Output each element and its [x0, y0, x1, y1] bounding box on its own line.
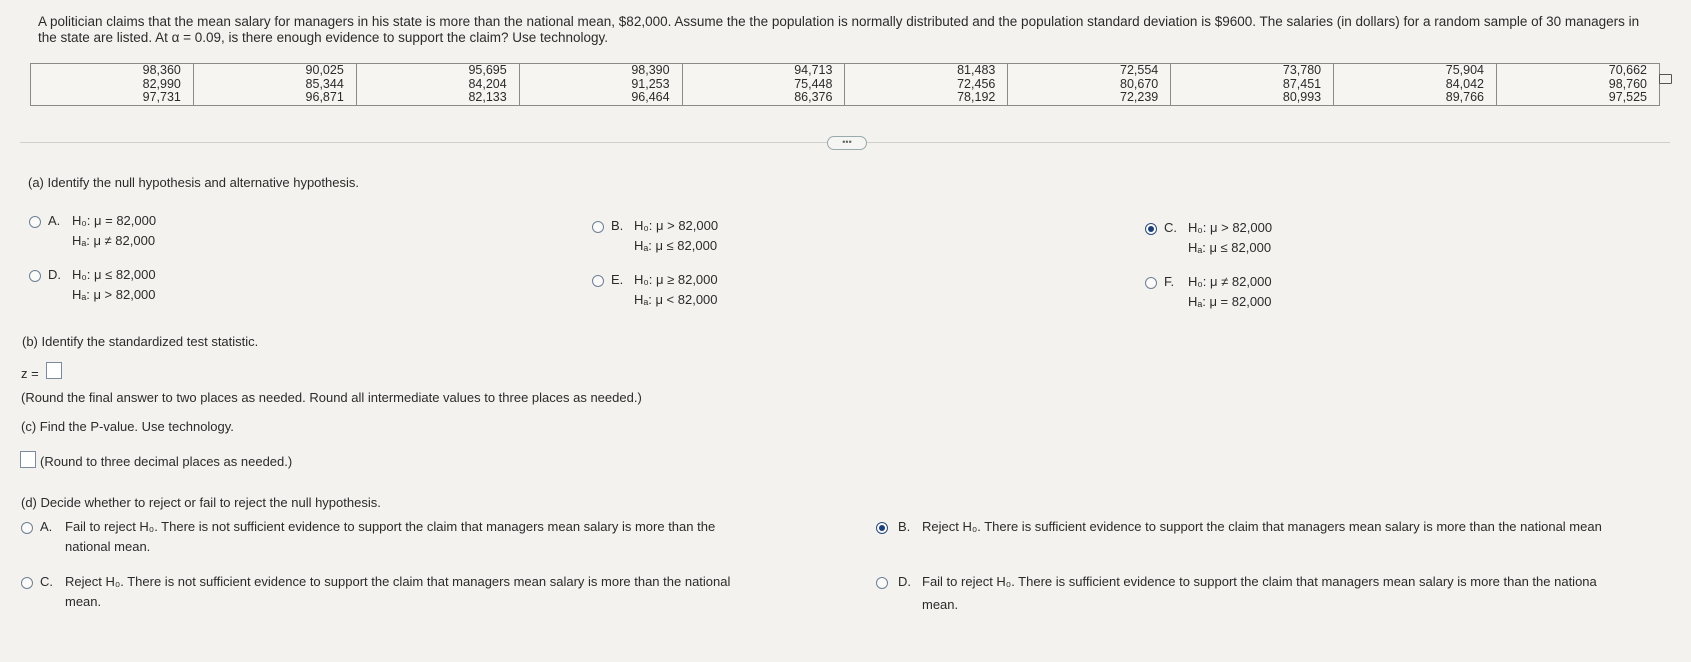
a-option-a-ha: Hₐ: μ ≠ 82,000 — [72, 233, 156, 248]
table-cell: 98,760 — [1497, 78, 1660, 92]
a-option-e-ha: Hₐ: μ < 82,000 — [634, 292, 718, 307]
z-input[interactable] — [46, 362, 62, 379]
table-cell: 72,239 — [1008, 91, 1171, 105]
a-option-c-h0: H₀: μ > 82,000 — [1188, 220, 1273, 235]
table-row — [31, 91, 1660, 105]
table-cell: 87,451 — [1171, 78, 1334, 92]
a-option-c-letter: C. — [1164, 220, 1177, 235]
table-cell: 73,780 — [1171, 64, 1334, 78]
table-cell: 86,376 — [682, 91, 845, 105]
radio-a-option-a[interactable] — [29, 216, 41, 228]
a-option-e-h0: H₀: μ ≥ 82,000 — [634, 272, 718, 287]
a-option-b-ha: Hₐ: μ ≤ 82,000 — [634, 238, 718, 253]
radio-d-option-c[interactable] — [21, 577, 33, 589]
table-cell: 80,670 — [1008, 78, 1171, 92]
a-option-b-h0: H₀: μ > 82,000 — [634, 218, 719, 233]
a-option-f-letter: F. — [1164, 274, 1175, 289]
table-cell: 98,390 — [519, 64, 682, 78]
a-option-d-letter: D. — [48, 267, 61, 282]
table-cell: 78,192 — [845, 91, 1008, 105]
table-cell: 94,713 — [682, 64, 845, 78]
table-cell: 90,025 — [193, 64, 356, 78]
part-d-question: (d) Decide whether to reject or fail to reject the null hypothesis. — [21, 495, 381, 510]
table-cell: 84,042 — [1334, 78, 1497, 92]
a-option-d-h0: H₀: μ ≤ 82,000 — [72, 267, 156, 282]
a-option-f-h0: H₀: μ ≠ 82,000 — [1188, 274, 1272, 289]
table-cell: 91,253 — [519, 78, 682, 92]
table-cell: 80,993 — [1171, 91, 1334, 105]
a-option-a-h0: H₀: μ = 82,000 — [72, 213, 157, 228]
expand-button[interactable]: ••• — [827, 136, 867, 150]
a-option-a-letter: A. — [48, 213, 61, 228]
table-cell: 98,360 — [31, 64, 194, 78]
table-cell: 84,204 — [356, 78, 519, 92]
d-option-b-line1: Reject H₀. There is sufficient evidence to support the claim that managers mean salary is more than the national mean — [922, 519, 1602, 534]
table-row — [31, 64, 1660, 78]
table-cell: 85,344 — [193, 78, 356, 92]
problem-statement: A politician claims that the mean salary for managers in his state is more than the national mean, $82,000. Assume the the population is normally distributed and the population standard deviation is $9600. The salaries (in dollars) for a random sample of 30 managers in the state are listed. At α = 0.09, is there enough evidence to support the claim? Use technology. — [38, 14, 1640, 45]
radio-a-option-f[interactable] — [1145, 277, 1157, 289]
a-option-e-letter: E. — [611, 272, 624, 287]
radio-a-option-e[interactable] — [592, 275, 604, 287]
d-option-a-letter: A. — [40, 519, 53, 534]
table-row — [31, 78, 1660, 92]
radio-d-option-b[interactable] — [876, 522, 888, 534]
table-cell: 96,871 — [193, 91, 356, 105]
a-option-d-ha: Hₐ: μ > 82,000 — [72, 287, 156, 302]
a-option-c-ha: Hₐ: μ ≤ 82,000 — [1188, 240, 1272, 255]
d-option-c-line2: mean. — [65, 594, 102, 609]
table-cell: 72,554 — [1008, 64, 1171, 78]
a-option-f-ha: Hₐ: μ = 82,000 — [1188, 294, 1272, 309]
part-c-question: (c) Find the P-value. Use technology. — [21, 419, 234, 434]
d-option-d-line2: mean. — [922, 597, 959, 612]
radio-d-option-d[interactable] — [876, 577, 888, 589]
salary-data-table — [30, 63, 1660, 106]
table-cell: 75,448 — [682, 78, 845, 92]
d-option-b-letter: B. — [898, 519, 911, 534]
table-cell: 75,904 — [1334, 64, 1497, 78]
table-cell: 97,525 — [1497, 91, 1660, 105]
table-cell: 95,695 — [356, 64, 519, 78]
part-c-note: (Round to three decimal places as needed.) — [40, 454, 293, 469]
table-cell: 82,133 — [356, 91, 519, 105]
radio-d-option-a[interactable] — [21, 522, 33, 534]
d-option-d-line1: Fail to reject H₀. There is sufficient evidence to support the claim that managers mean salary is more than the nationa — [922, 574, 1597, 589]
radio-a-option-c[interactable] — [1145, 223, 1157, 235]
table-cell: 96,464 — [519, 91, 682, 105]
p-value-input[interactable] — [20, 451, 36, 468]
table-cell: 81,483 — [845, 64, 1008, 78]
d-option-c-letter: C. — [40, 574, 53, 589]
copy-data-icon[interactable] — [1659, 74, 1672, 84]
part-a-question: (a) Identify the null hypothesis and alternative hypothesis. — [28, 175, 359, 190]
table-cell: 97,731 — [31, 91, 194, 105]
table-cell: 72,456 — [845, 78, 1008, 92]
z-label: z = — [21, 366, 39, 381]
d-option-a-line2: national mean. — [65, 539, 151, 554]
d-option-a-line1: Fail to reject H₀. There is not sufficient evidence to support the claim that managers mean salary is more than the — [65, 519, 716, 534]
radio-a-option-b[interactable] — [592, 221, 604, 233]
table-cell: 70,662 — [1497, 64, 1660, 78]
d-option-c-line1: Reject H₀. There is not sufficient evidence to support the claim that managers mean salary is more than the national — [65, 574, 731, 589]
a-option-b-letter: B. — [611, 218, 624, 233]
part-b-question: (b) Identify the standardized test statistic. — [22, 334, 259, 349]
radio-a-option-d[interactable] — [29, 270, 41, 282]
part-b-note: (Round the final answer to two places as needed. Round all intermediate values to three places as needed.) — [21, 390, 642, 405]
table-cell: 82,990 — [31, 78, 194, 92]
d-option-d-letter: D. — [898, 574, 911, 589]
table-cell: 89,766 — [1334, 91, 1497, 105]
